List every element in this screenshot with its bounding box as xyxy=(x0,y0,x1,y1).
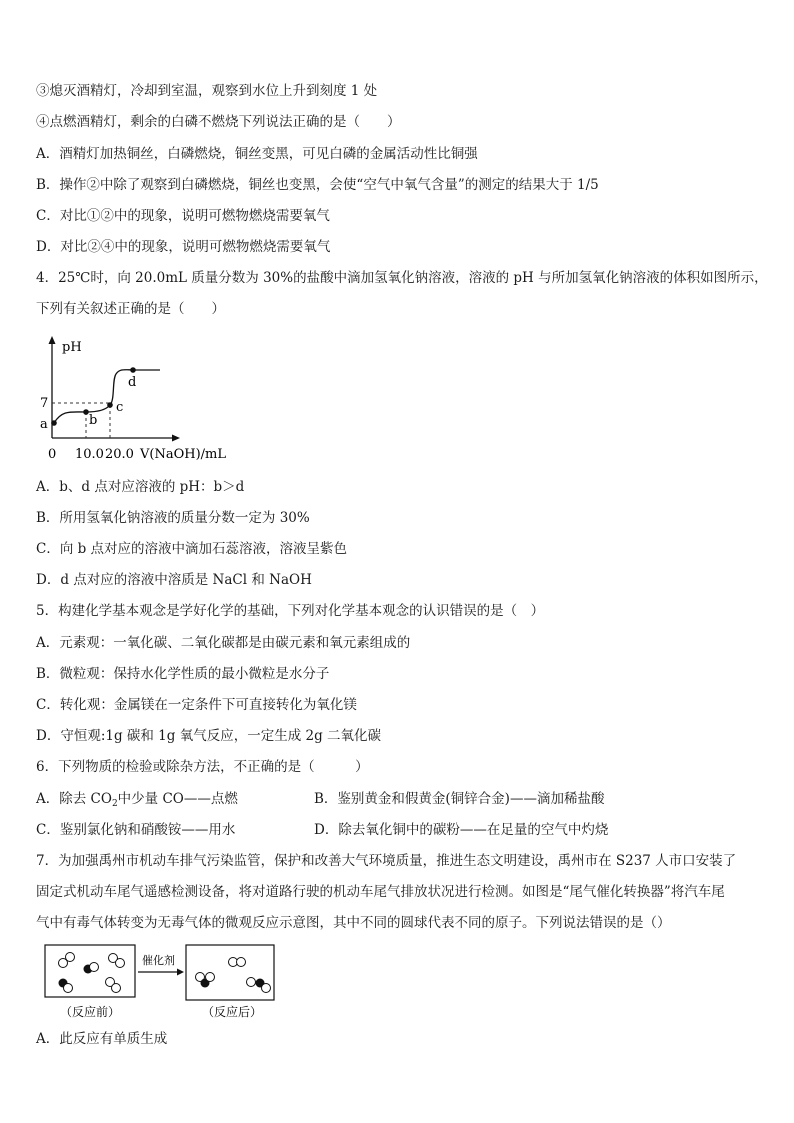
q4-stem-line1: 4．25℃时，向 20.0mL 质量分数为 30%的盐酸中滴加氢氧化钠溶液，溶液的 pH 与所加氢氧化钠溶液的体积如图所示， xyxy=(36,270,768,286)
q6-stem: 6．下列物质的检验或除杂方法，不正确的是（ ） xyxy=(36,759,369,775)
graph-x-tick-10: 10.0 xyxy=(75,447,104,462)
q5-option-d: D．守恒观:1g 碳和 1g 氧气反应，一定生成 2g 二氧化碳 xyxy=(36,728,382,744)
before-label: （反应前） xyxy=(60,1005,121,1019)
q5-stem: 5．构建化学基本观念是学好化学的基础，下列对化学基本观念的认识错误的是（ ） xyxy=(36,603,545,619)
q4-option-d: D．d 点对应的溶液中溶质是 NaCl 和 NaOH xyxy=(36,572,312,588)
graph-y-tick-7: 7 xyxy=(40,396,49,411)
q4-option-b: B．所用氢氧化钠溶液的质量分数一定为 30% xyxy=(36,510,310,526)
q7-stem-line2: 固定式机动车尾气遥感检测设备，将对道路行驶的机动车尾气排放状况进行检测。如图是“尾气催化转换器”将汽车尾 xyxy=(36,884,725,900)
q5-option-c: C．转化观：金属镁在一定条件下可直接转化为氧化镁 xyxy=(36,697,357,713)
q4-stem-line2: 下列有关叙述正确的是（ ） xyxy=(36,301,225,317)
q6-option-c: C．鉴别氯化钠和硝酸铵——用水 xyxy=(36,822,236,838)
graph-point-c-label: c xyxy=(116,400,124,415)
graph-y-axis-label: pH xyxy=(62,340,82,355)
q5-option-a: A．元素观：一氧化碳、二氧化碳都是由碳元素和氧元素组成的 xyxy=(36,635,411,651)
q7-stem-line1: 7．为加强禹州市机动车排气污染监管，保护和改善大气环境质量，推进生态文明建设，禹州市在 S237 人市口安装了 xyxy=(36,853,737,869)
q3-step3: ③熄灭酒精灯，冷却到室温，观察到水位上升到刻度 1 处 xyxy=(36,83,378,99)
q4-option-c: C．向 b 点对应的溶液中滴加石蕊溶液，溶液呈紫色 xyxy=(36,541,348,557)
q7-stem-line3: 气中有毒气体转变为无毒气体的微观反应示意图，其中不同的圆球代表不同的原子。下列说法错误的是（） xyxy=(36,915,671,931)
q3-option-c: C．对比①②中的现象，说明可燃物燃烧需要氧气 xyxy=(36,208,330,224)
q3-option-d: D．对比②④中的现象，说明可燃物燃烧需要氧气 xyxy=(36,239,331,255)
graph-point-b-label: b xyxy=(89,413,98,428)
ph-titration-graph xyxy=(36,334,236,464)
q6-option-d: D．除去氧化铜中的碳粉——在足量的空气中灼烧 xyxy=(314,822,609,838)
after-label: （反应后） xyxy=(202,1005,263,1019)
graph-origin-label: 0 xyxy=(48,447,57,462)
graph-x-axis-label: V(NaOH)/mL xyxy=(140,447,226,462)
q6-option-b: B．鉴别黄金和假黄金(铜锌合金)——滴加稀盐酸 xyxy=(314,791,605,807)
catalyst-label: 催化剂 xyxy=(142,954,175,967)
graph-point-a-label: a xyxy=(40,417,48,432)
q3-option-a: A．酒精灯加热铜丝，白磷燃烧，铜丝变黑，可见白磷的金属活动性比铜强 xyxy=(36,146,478,162)
q3-option-b: B．操作②中除了观察到白磷燃烧，铜丝也变黑，会使“空气中氧气含量”的测定的结果大于 1/5 xyxy=(36,177,599,193)
reaction-diagram xyxy=(36,942,286,1022)
graph-x-tick-20: 20.0 xyxy=(105,447,134,462)
q7-option-a: A．此反应有单质生成 xyxy=(36,1031,168,1047)
q6-option-a: A．除去 $CO_2$中少量 CO——点燃 xyxy=(36,791,238,809)
graph-point-d-label: d xyxy=(128,375,137,390)
q5-option-b: B．微粒观：保持水化学性质的最小微粒是水分子 xyxy=(36,666,330,682)
q3-step4: ④点燃酒精灯，剩余的白磷不燃烧下列说法正确的是（ ） xyxy=(36,114,401,130)
q4-option-a: A．b、d 点对应溶液的 pH：b＞d xyxy=(36,479,245,495)
